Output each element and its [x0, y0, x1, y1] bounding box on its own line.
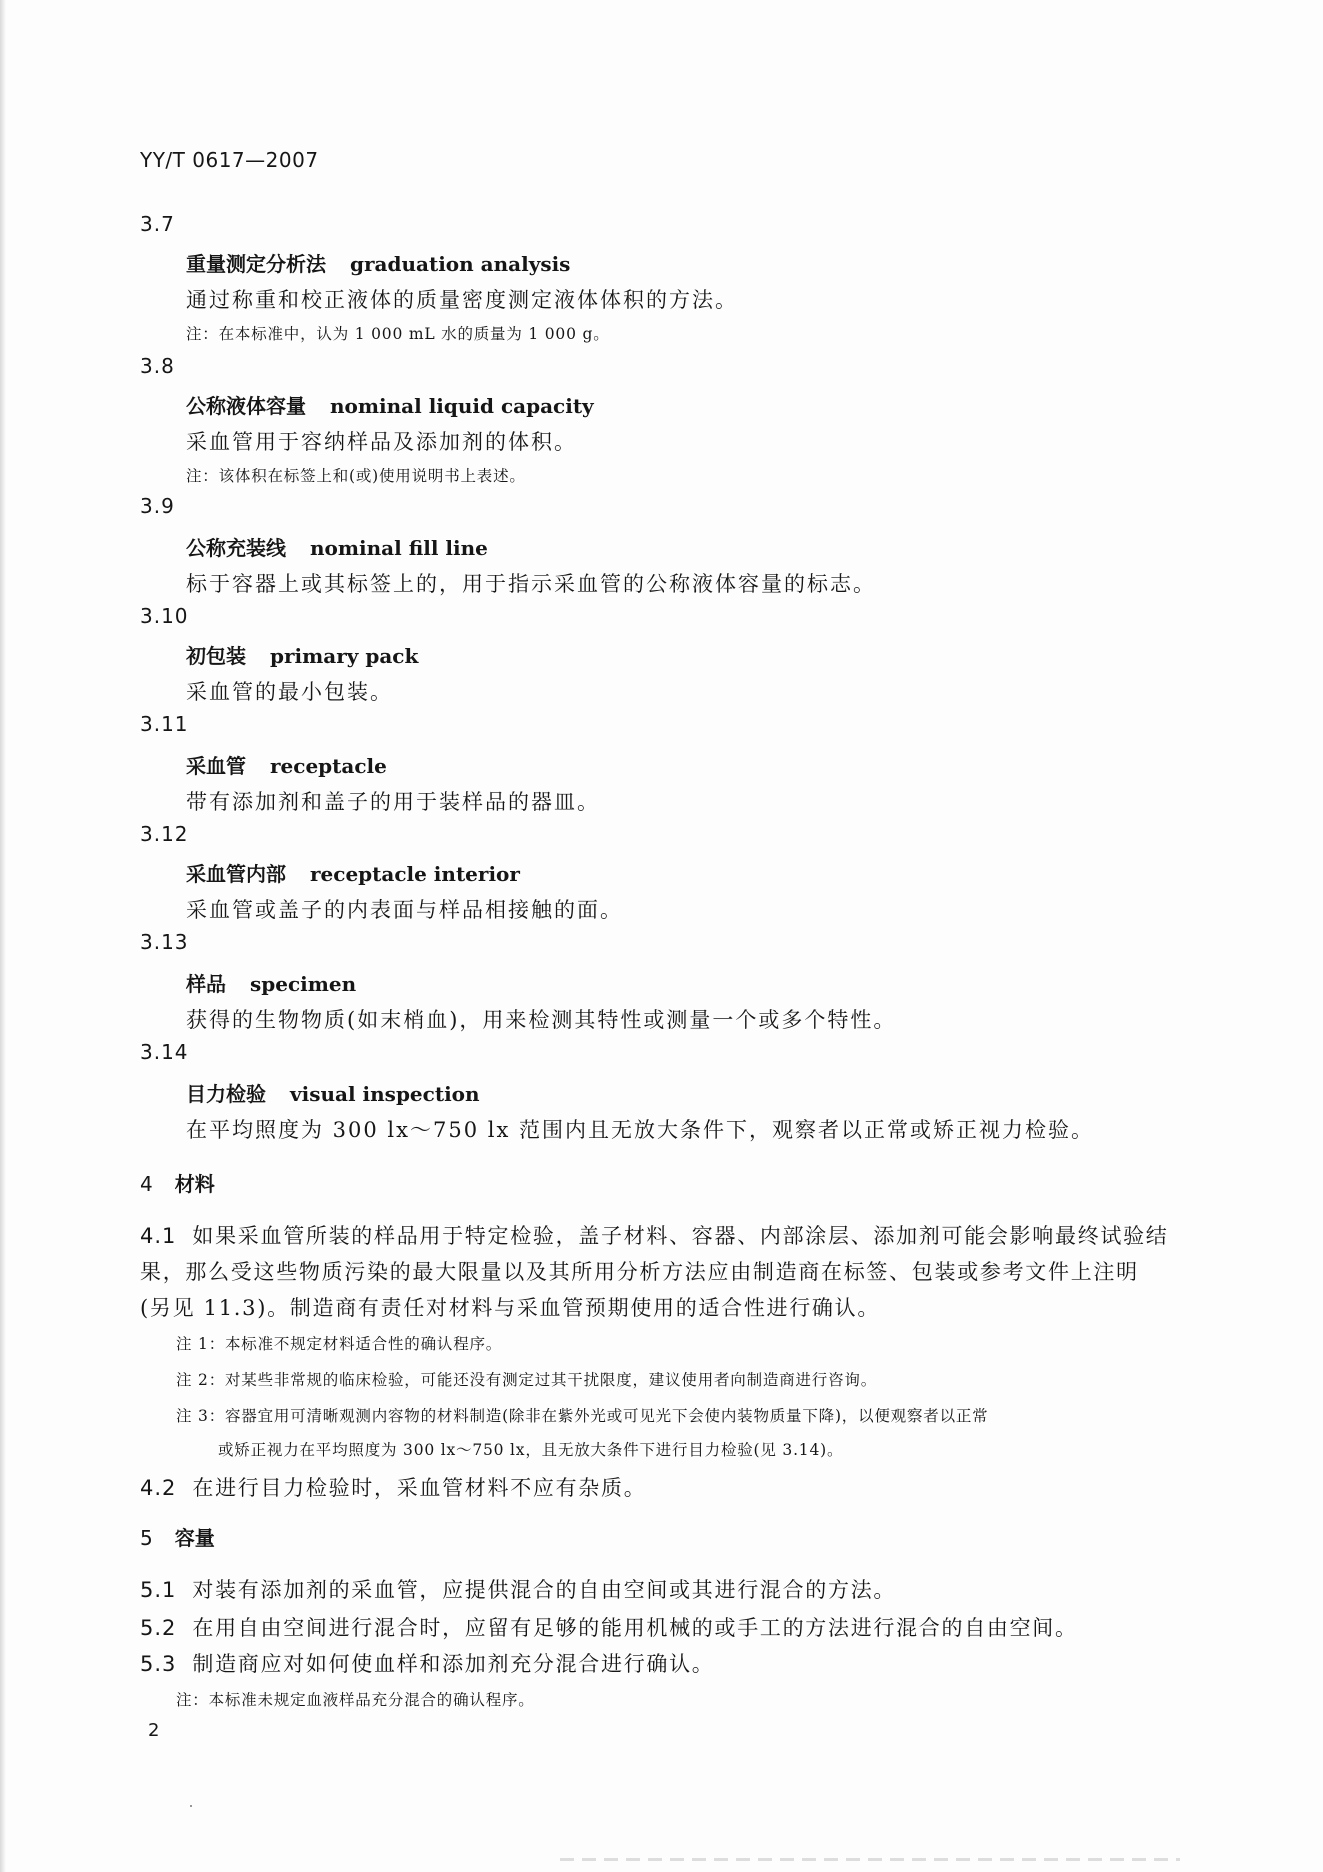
doc-code-header: YY/T 0617—2007 [140, 148, 319, 172]
clause-number: 4.1 [140, 1224, 177, 1248]
term-definition: 标于容器上或其标签上的，用于指示采血管的公称液体容量的标志。 [186, 572, 876, 596]
term-en: receptacle interior [310, 862, 520, 886]
term-definition: 采血管或盖子的内表面与样品相接触的面。 [186, 898, 623, 922]
clause-text: 制造商应对如何使血样和添加剂充分混合进行确认。 [192, 1652, 715, 1676]
clause-number: 5.1 [140, 1578, 177, 1602]
term-zh: 样品 [186, 972, 226, 996]
term-definition: 采血管用于容纳样品及添加剂的体积。 [186, 430, 577, 454]
term-title [186, 248, 570, 277]
clause-5-2 [140, 1612, 1078, 1642]
clause-text: 在进行目力检验时，采血管材料不应有杂质。 [192, 1476, 647, 1500]
note-3-cont: 或矫正视力在平均照度为 300 lx～750 lx，且无放大条件下进行目力检验(见 3.14)。 [218, 1441, 844, 1459]
term-definition: 采血管的最小包装。 [186, 680, 393, 704]
term-number: 3.7 [140, 212, 175, 236]
section-heading [140, 1168, 215, 1197]
clause-number: 4.2 [140, 1476, 177, 1500]
term-definition: 带有添加剂和盖子的用于装样品的器皿。 [186, 790, 600, 814]
term-en: nominal fill line [310, 536, 488, 560]
scan-edge [0, 0, 6, 1872]
note-1: 注 1：本标准不规定材料适合性的确认程序。 [176, 1335, 503, 1353]
scan-artifact [560, 1858, 1180, 1861]
term-number: 3.11 [140, 712, 189, 736]
term-zh: 初包装 [186, 644, 246, 668]
term-zh: 采血管内部 [186, 862, 286, 886]
section-5-note: 注：本标准未规定血液样品充分混合的确认程序。 [176, 1691, 535, 1709]
term-number: 3.13 [140, 930, 189, 954]
section-title: 材料 [174, 1172, 215, 1196]
term-number: 3.8 [140, 354, 175, 378]
page-number: 2 [148, 1720, 160, 1741]
term-en: specimen [250, 972, 357, 996]
term-en: primary pack [270, 644, 419, 668]
clause-number: 5.2 [140, 1616, 177, 1640]
term-title [186, 750, 387, 779]
clause-number: 5.3 [140, 1652, 177, 1676]
clause-text: 在用自由空间进行混合时，应留有足够的能用机械的或手工的方法进行混合的自由空间。 [192, 1616, 1078, 1640]
term-title [186, 968, 356, 997]
term-title [186, 640, 418, 669]
term-zh: 目力检验 [186, 1082, 266, 1106]
term-title [186, 1078, 480, 1107]
section-number: 5 [140, 1526, 153, 1550]
term-definition: 通过称重和校正液体的质量密度测定液体体积的方法。 [186, 288, 738, 312]
term-definition: 在平均照度为 300 lx～750 lx 范围内且无放大条件下，观察者以正常或矫正视力检验。 [186, 1118, 1094, 1142]
clause-5-3 [140, 1648, 715, 1678]
note-3: 注 3：容器宜用可清晰观测内容物的材料制造(除非在紫外光或可见光下会使内装物质量下降)，以便观察者以正常 [176, 1407, 989, 1425]
term-number: 3.10 [140, 604, 189, 628]
term-number: 3.14 [140, 1040, 189, 1064]
term-en: nominal liquid capacity [330, 394, 594, 418]
clause-4-1-line-1 [140, 1220, 1169, 1250]
term-zh: 公称液体容量 [186, 394, 306, 418]
term-title [186, 390, 594, 419]
clause-text: 对装有添加剂的采血管，应提供混合的自由空间或其进行混合的方法。 [192, 1578, 897, 1602]
clause-text: 如果采血管所装的样品用于特定检验，盖子材料、容器、内部涂层、添加剂可能会影响最终试验结 [192, 1224, 1169, 1248]
scan-speck [190, 1805, 192, 1807]
term-en: receptacle [270, 754, 387, 778]
term-en: graduation analysis [350, 252, 571, 276]
term-en: visual inspection [290, 1082, 480, 1106]
clause-4-1-line-2: 果，那么受这些物质污染的最大限量以及其所用分析方法应由制造商在标签、包装或参考文件上注明 [140, 1260, 1139, 1284]
section-heading [140, 1522, 215, 1551]
note-2: 注 2：对某些非常规的临床检验，可能还没有测定过其干扰限度，建议使用者向制造商进行咨询。 [176, 1371, 877, 1389]
clause-4-2 [140, 1472, 646, 1502]
term-number: 3.12 [140, 822, 189, 846]
clause-5-1 [140, 1574, 896, 1604]
section-title: 容量 [174, 1526, 215, 1550]
clause-4-1-line-3: (另见 11.3)。制造商有责任对材料与采血管预期使用的适合性进行确认。 [140, 1296, 881, 1320]
term-definition: 获得的生物物质(如末梢血)，用来检测其特性或测量一个或多个特性。 [186, 1008, 897, 1032]
term-zh: 采血管 [186, 754, 246, 778]
term-note: 注：在本标准中，认为 1 000 mL 水的质量为 1 000 g。 [186, 325, 610, 343]
section-number: 4 [140, 1172, 153, 1196]
term-zh: 公称充装线 [186, 536, 286, 560]
term-zh: 重量测定分析法 [186, 252, 326, 276]
term-title [186, 532, 488, 561]
term-title [186, 858, 520, 887]
term-number: 3.9 [140, 494, 175, 518]
term-note: 注：该体积在标签上和(或)使用说明书上表述。 [186, 467, 526, 485]
